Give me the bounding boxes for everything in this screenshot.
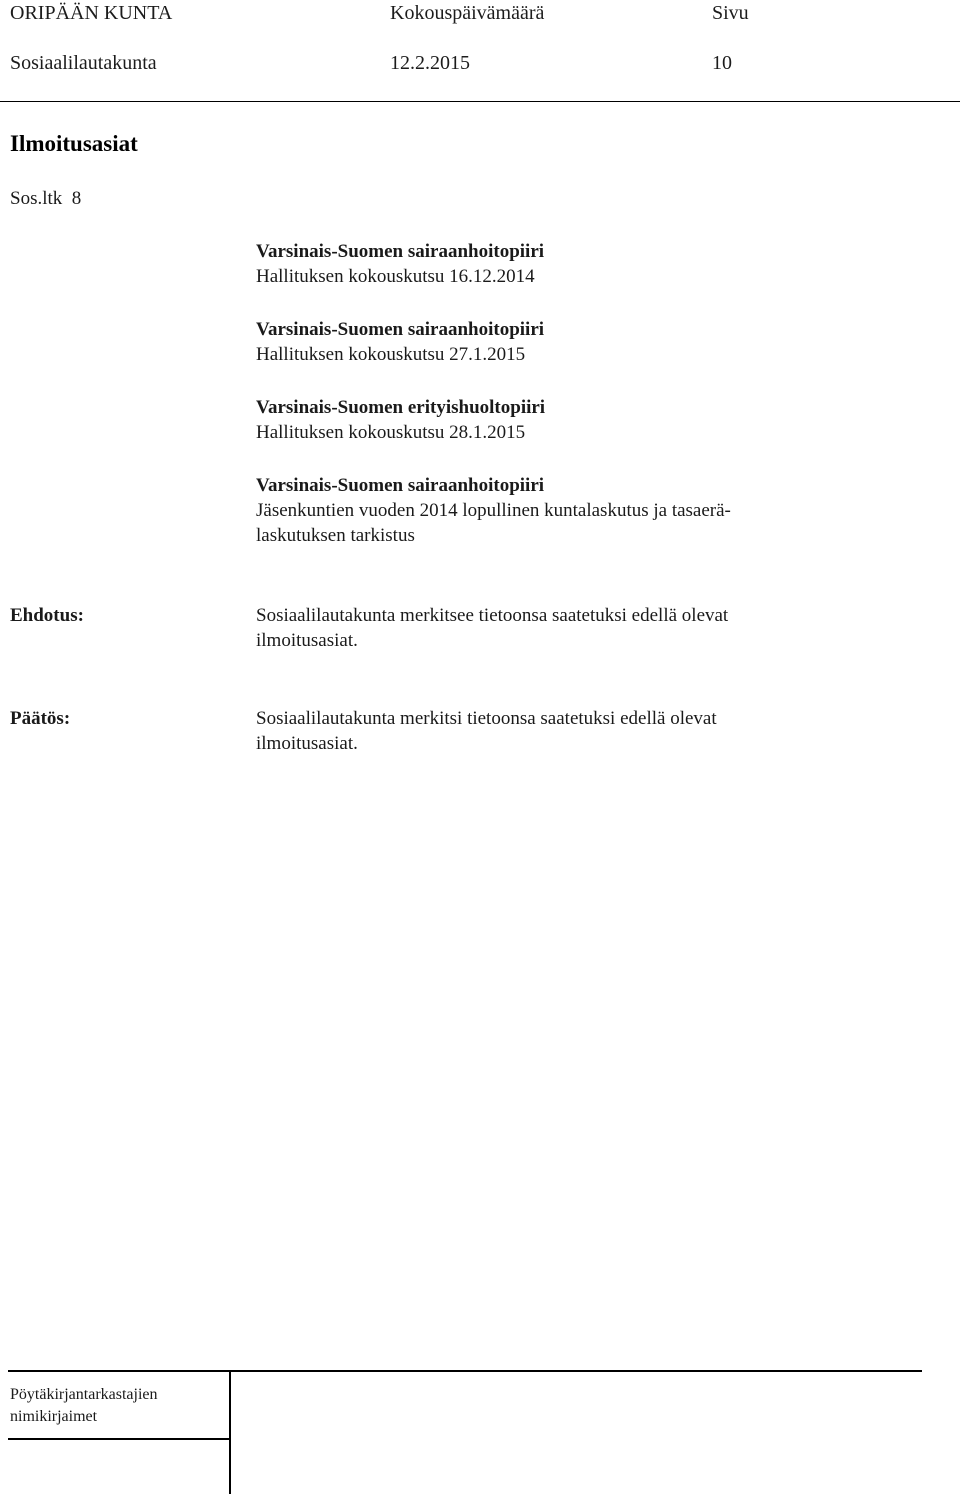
proposal-text: Sosiaalilautakunta merkitsee tietoonsa saatetuksi edellä olevat: [256, 605, 729, 626]
header-rule: [0, 101, 960, 102]
footer-top-rule: [8, 1370, 922, 1372]
decision-text: Sosiaalilautakunta merkitsi tietoonsa saatetuksi edellä olevat: [256, 708, 717, 729]
item-org: Varsinais-Suomen sairaanhoitopiiri: [256, 475, 545, 496]
item-line: laskutuksen tarkistus: [256, 525, 415, 546]
case-reference: Sos.ltk 8: [10, 188, 82, 209]
committee-name: Sosiaalilautakunta: [10, 52, 157, 74]
item-org: Varsinais-Suomen sairaanhoitopiiri: [256, 319, 545, 340]
item-line: Hallituksen kokouskutsu 27.1.2015: [256, 344, 526, 365]
item-line: Hallituksen kokouskutsu 28.1.2015: [256, 422, 526, 443]
item-line: Jäsenkuntien vuoden 2014 lopullinen kuntalaskutus ja tasaerä-: [256, 500, 731, 521]
meeting-date: 12.2.2015: [390, 52, 470, 74]
page-number: 10: [712, 52, 732, 74]
footer-divider: [229, 1371, 231, 1494]
date-label: Kokouspäivämäärä: [390, 2, 545, 24]
page-label: Sivu: [712, 2, 749, 24]
item-line: Hallituksen kokouskutsu 16.12.2014: [256, 266, 535, 287]
item-org: Varsinais-Suomen erityishuoltopiiri: [256, 397, 546, 418]
decision-text: ilmoitusasiat.: [256, 733, 358, 754]
footer-label: nimikirjaimet: [10, 1408, 98, 1425]
footer-inner-rule: [8, 1438, 230, 1440]
section-title: Ilmoitusasiat: [10, 131, 138, 156]
proposal-label: Ehdotus:: [10, 605, 84, 626]
municipality-name: ORIPÄÄN KUNTA: [10, 2, 173, 24]
decision-label: Päätös:: [10, 708, 71, 729]
footer-label: Pöytäkirjantarkastajien: [10, 1386, 158, 1403]
proposal-text: ilmoitusasiat.: [256, 630, 358, 651]
item-org: Varsinais-Suomen sairaanhoitopiiri: [256, 241, 545, 262]
